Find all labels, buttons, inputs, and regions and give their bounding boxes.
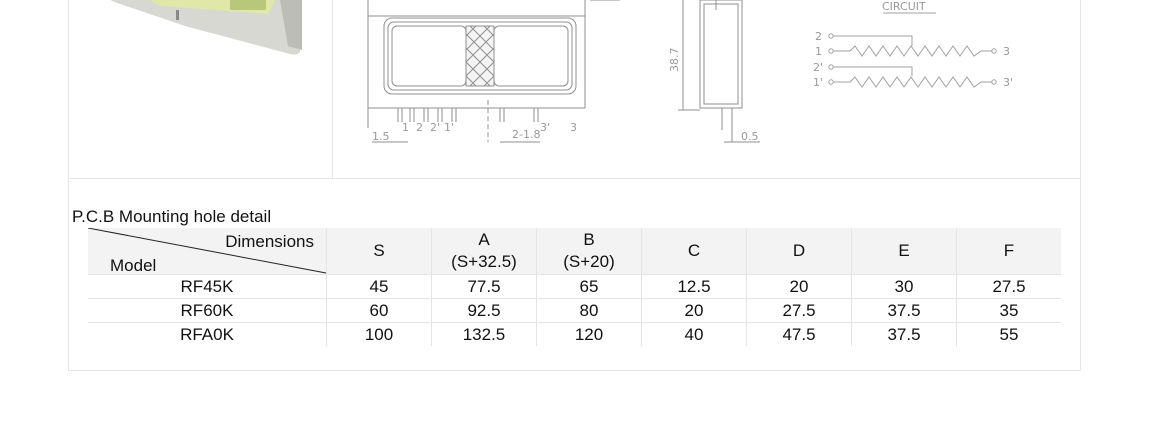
- model-cell: RF60K: [88, 299, 327, 323]
- product-photo: [110, 0, 302, 55]
- column-header-s: S: [327, 228, 432, 275]
- value-cell: 40: [642, 323, 747, 347]
- value-cell: 20: [642, 299, 747, 323]
- section-title: P.C.B Mounting hole detail: [72, 207, 272, 226]
- table-row: [88, 275, 1061, 299]
- pin-label-1: 1: [402, 121, 409, 134]
- value-cell: 35: [957, 299, 1062, 323]
- dim-height: 38.7: [668, 47, 681, 72]
- column-header-e: E: [852, 228, 957, 275]
- corner-header-cell: [88, 228, 327, 275]
- value-cell: 30: [852, 275, 957, 299]
- value-cell: 37.5: [852, 299, 957, 323]
- value-cell: 100: [327, 323, 432, 347]
- circuit-pin-3: 3: [1003, 45, 1010, 58]
- column-header-d: D: [747, 228, 852, 275]
- value-cell: 27.5: [957, 275, 1062, 299]
- column-header-c: C: [642, 228, 747, 275]
- dim-side: 0.5: [741, 130, 759, 143]
- value-cell: 80: [537, 299, 642, 323]
- circuit-pin-1p: 1': [813, 76, 824, 89]
- value-cell: 12.5: [642, 275, 747, 299]
- circuit-pin-3p: 3': [1003, 76, 1014, 89]
- pin-label-3p: 3': [540, 121, 551, 134]
- circuit-pin-1: 1: [815, 45, 822, 58]
- value-cell: 65: [537, 275, 642, 299]
- dim-pitch-mid: 2-1.8: [512, 128, 541, 141]
- value-cell: 37.5: [852, 323, 957, 347]
- circuit-title: CIRCUIT: [882, 0, 926, 13]
- table-row: [88, 299, 1061, 323]
- pin-label-3: 3: [570, 121, 577, 134]
- corner-label-model: Model: [110, 256, 157, 275]
- table-header-row: [88, 228, 1061, 275]
- value-cell: 55: [957, 323, 1062, 347]
- value-cell: 45: [327, 275, 432, 299]
- pin-label-2p: 2': [430, 121, 441, 134]
- circuit-diagram: [829, 13, 996, 87]
- value-cell: 60: [327, 299, 432, 323]
- value-cell: 92.5: [432, 299, 537, 323]
- pin-label-2: 2: [416, 121, 423, 134]
- column-header-a: A (S+32.5): [432, 228, 537, 275]
- section-divider: [68, 178, 1081, 179]
- value-cell: 120: [537, 323, 642, 347]
- value-cell: 47.5: [747, 323, 852, 347]
- circuit-pin-2p: 2': [813, 61, 824, 74]
- value-cell: 20: [747, 275, 852, 299]
- circuit-pin-2: 2: [815, 30, 822, 43]
- model-cell: RFA0K: [88, 323, 327, 347]
- technical-drawings: [0, 0, 1150, 178]
- column-header-f: F: [957, 228, 1062, 275]
- model-cell: RF45K: [88, 275, 327, 299]
- column-header-b: B (S+20): [537, 228, 642, 275]
- side-view-drawing: [678, 0, 760, 142]
- value-cell: 77.5: [432, 275, 537, 299]
- dim-pitch-left: 1.5: [372, 130, 390, 143]
- corner-label-dimensions: Dimensions: [225, 232, 314, 251]
- value-cell: 132.5: [432, 323, 537, 347]
- table-row: [88, 323, 1061, 347]
- value-cell: 27.5: [747, 299, 852, 323]
- pin-label-1p: 1': [444, 121, 455, 134]
- mounting-hole-table: [88, 228, 1061, 346]
